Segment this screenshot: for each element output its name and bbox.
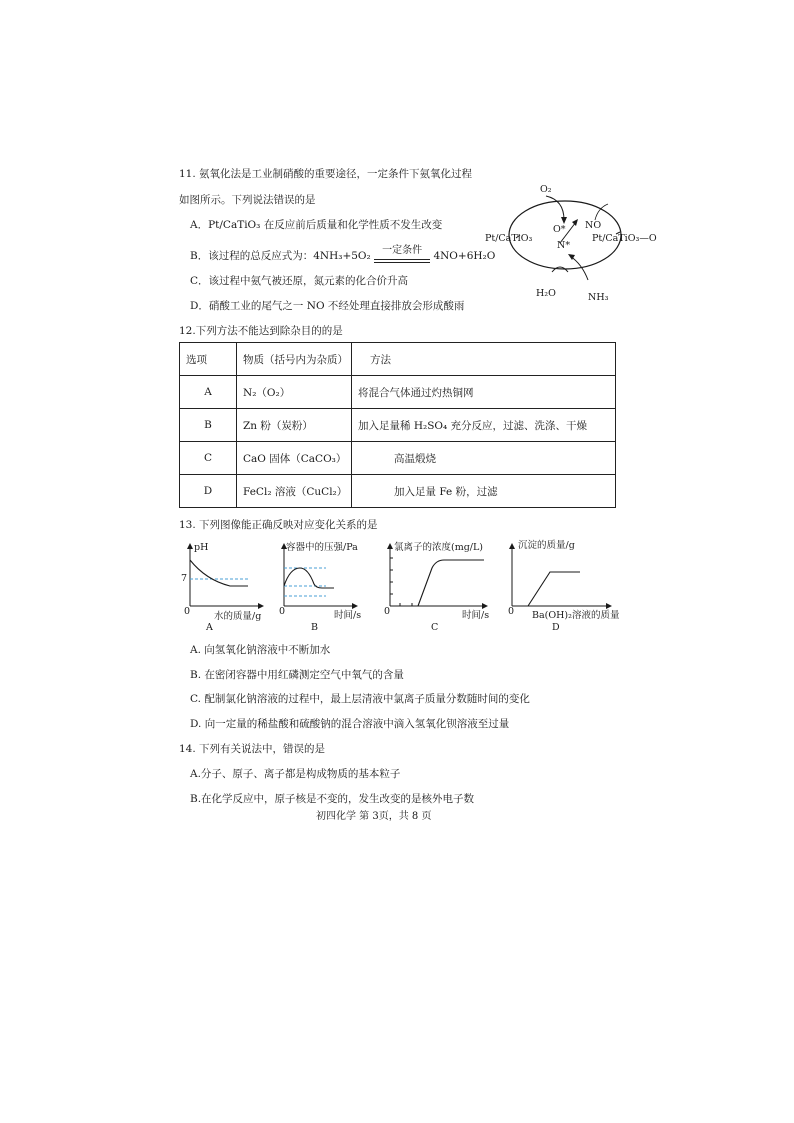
- graph-a-origin: 0: [184, 606, 191, 617]
- q11-option-c: C．该过程中氨气被还原，氮元素的化合价升高: [190, 275, 409, 287]
- diagram-o-star-label: O*: [553, 224, 566, 235]
- table-cell: A: [180, 376, 237, 409]
- q13-option-b: B. 在密闭容器中用红磷测定空气中氧气的含量: [190, 669, 404, 681]
- graph-d-origin: 0: [508, 606, 515, 617]
- table-cell: 高温煅烧: [352, 442, 616, 475]
- table-row: [180, 376, 616, 409]
- graph-b-xlabel: 时间/s: [334, 610, 362, 621]
- table-header-row: [180, 343, 616, 376]
- diagram-h2o-label: H₂O: [536, 288, 556, 299]
- graph-c-ylabel: 氯离子的浓度(mg/L): [394, 542, 484, 553]
- graph-c-origin: 0: [384, 606, 391, 617]
- q11-reaction-condition: 一定条件: [382, 245, 423, 256]
- table-cell: FeCl₂ 溶液（CuCl₂）: [237, 475, 352, 508]
- diagram-no-label: NO: [585, 220, 602, 231]
- q13-option-a: A. 向氢氧化钠溶液中不断加水: [190, 644, 331, 656]
- q14-option-b: B.在化学反应中，原子核是不变的，发生改变的是核外电子数: [190, 793, 475, 805]
- q14-option-a: A.分子、原子、离子都是构成物质的基本粒子: [190, 768, 401, 780]
- graph-a-xlabel: 水的质量/g: [214, 611, 262, 622]
- table-header-cell: 物质（括号内为杂质）: [237, 343, 352, 376]
- table-row: [180, 409, 616, 442]
- q11-stem-line2: 如图所示。下列说法错误的是: [179, 194, 316, 206]
- table-cell: N₂（O₂）: [237, 376, 352, 409]
- table-row: [180, 442, 616, 475]
- table-cell: Zn 粉（炭粉）: [237, 409, 352, 442]
- q13-stem: 13. 下列图像能正确反映对应变化关系的是: [179, 519, 378, 531]
- q13-option-d: D. 向一定量的稀盐酸和硫酸钠的混合溶液中滴入氢氧化钡溶液至过量: [190, 718, 510, 730]
- table-cell: 加入足量稀 H₂SO₄ 充分反应，过滤、洗涤、干燥: [352, 409, 616, 442]
- table-cell: D: [180, 475, 237, 508]
- q11-option-b-suffix: 4NO+6H₂O: [433, 250, 496, 262]
- diagram-o2-label: O₂: [540, 184, 552, 195]
- table-cell: CaO 固体（CaCO₃）: [237, 442, 352, 475]
- graph-c-letter: C: [431, 622, 439, 633]
- table-header-cell: 选项: [180, 343, 237, 376]
- diagram-catalyst-right-label: Pt/CaTiO₃—O: [592, 233, 657, 244]
- q11-option-b-prefix: B．该过程的总反应式为：4NH₃+5O₂: [190, 250, 371, 262]
- graph-b-origin: 0: [279, 606, 286, 617]
- graph-a-ytick: 7: [181, 573, 188, 584]
- q11-option-b: [190, 245, 496, 263]
- q11-reaction-arrow: [374, 245, 430, 263]
- q13-option-c: C. 配制氯化钠溶液的过程中，最上层清液中氯离子质量分数随时间的变化: [190, 693, 530, 705]
- table-cell: 将混合气体通过灼热铜网: [352, 376, 616, 409]
- graph-d-letter: D: [552, 622, 560, 633]
- graph-d-ylabel: 沉淀的质量/g: [518, 540, 575, 551]
- q12-table: [179, 342, 616, 508]
- graph-c-xlabel: 时间/s: [462, 610, 490, 621]
- graph-b-ylabel: 容器中的压强/Pa: [286, 542, 358, 553]
- table-cell: 加入足量 Fe 粉，过滤: [352, 475, 616, 508]
- table-row: [180, 475, 616, 508]
- q14-stem: 14. 下列有关说法中，错误的是: [179, 743, 326, 755]
- diagram-n-star-label: N*: [557, 240, 571, 251]
- q12-stem: 12.下列方法不能达到除杂目的的是: [179, 325, 343, 337]
- q11-stem-line1: 11. 氨氧化法是工业制硝酸的重要途径，一定条件下氨氧化过程: [179, 168, 473, 180]
- graph-a-letter: A: [206, 622, 213, 633]
- diagram-nh3-label: NH₃: [588, 292, 609, 303]
- graph-a-ylabel: pH: [194, 542, 209, 553]
- q11-option-d: D．硝酸工业的尾气之一 NO 不经处理直接排放会形成酸雨: [190, 300, 465, 312]
- q11-option-a: A．Pt/CaTiO₃ 在反应前后质量和化学性质不发生改变: [190, 219, 443, 231]
- table-cell: C: [180, 442, 237, 475]
- graph-d-xlabel: Ba(OH)₂溶液的质量: [532, 610, 620, 621]
- graph-b-letter: B: [311, 622, 318, 633]
- page-footer: 初四化学 第 3页，共 8 页: [316, 811, 432, 822]
- table-header-cell: 方法: [352, 343, 616, 376]
- table-cell: B: [180, 409, 237, 442]
- diagram-catalyst-left-label: Pt/CaTiO₃: [485, 233, 533, 244]
